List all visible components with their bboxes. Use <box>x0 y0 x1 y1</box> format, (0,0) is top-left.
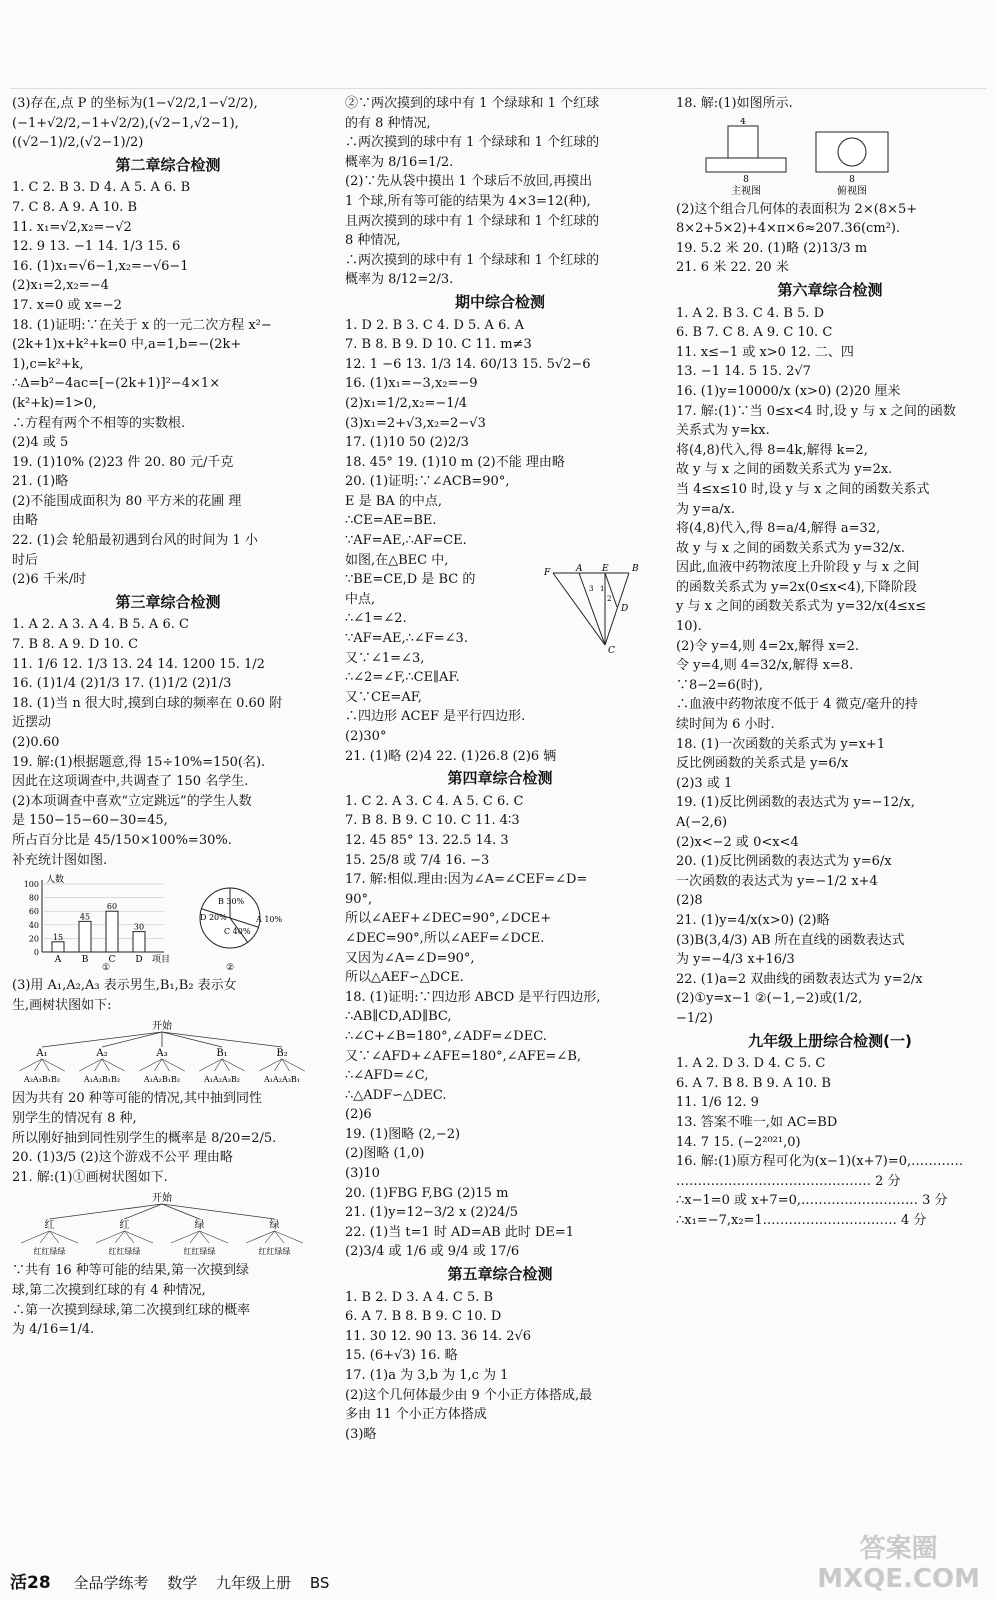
geometry-segment <box>579 573 605 645</box>
answer-line: 多由 11 个小正方体搭成 <box>345 1407 487 1423</box>
answer-line: 8 种情况, <box>345 233 401 249</box>
answer-line: E 是 BA 的中点, <box>345 493 442 509</box>
answer-line: ∴x−1=0 或 x+7=0,……………………… 3 分 <box>676 1193 948 1209</box>
front-view-caption: 主视图 <box>731 185 761 196</box>
answer-line: ∵8−2=6(时), <box>676 677 763 693</box>
tree-branch <box>21 1231 50 1243</box>
answer-line: ∴血液中药物浓度不低于 4 微克/毫升的持 <box>676 697 918 713</box>
answer-line: 11. 1/6 12. 1/3 13. 24 14. 1200 15. 1/2 <box>12 656 265 672</box>
answer-line: ∴四边形 ACEF 是平行四边形. <box>345 709 526 725</box>
tree-node-label: A₁ <box>36 1048 48 1060</box>
answer-line: (2)0.60 <box>12 735 60 750</box>
tree-node-label: 红 <box>44 1220 55 1232</box>
bar-caption: ① <box>102 963 111 973</box>
answer-line: 21. (1)y=4/x(x>0) (2)略 <box>676 912 830 928</box>
answer-line: ∴方程有两个不相等的实数根. <box>12 415 186 431</box>
tree-branch <box>79 1059 102 1071</box>
bar-value-label: 15 <box>52 932 64 942</box>
answer-line: 14. 7 15. (−2²⁰²¹,0) <box>676 1134 801 1150</box>
answer-line: (2)6 千米/时 <box>12 572 87 588</box>
tree-node-label: 绿 <box>194 1220 205 1232</box>
answer-line: 为 y=a/x. <box>676 501 735 517</box>
answer-line: ∴CE=AE=BE. <box>345 513 437 529</box>
x-tick-label: B <box>81 955 89 966</box>
bar-value-label: 45 <box>79 912 91 922</box>
section-heading: 九年级上册综合检测(一) <box>748 1031 912 1050</box>
answer-line: 15. (6+√3) 16. 略 <box>345 1348 458 1364</box>
tree-branch <box>199 1059 222 1071</box>
answer-line: (2)8 <box>676 893 703 909</box>
answer-line: 概率为 8/16=1/2. <box>345 154 454 170</box>
answer-line: 6. A 7. B 8. B 9. C 10. D <box>345 1309 502 1325</box>
answer-line: 11. x₁=√2,x₂=−√2 <box>12 219 132 235</box>
answer-line: 1. A 2. D 3. D 4. C 5. C <box>676 1056 826 1072</box>
answer-line: 21. (1)略 <box>12 474 69 490</box>
x-tick-label: C <box>108 955 116 966</box>
answer-line: 1 个球,所有等可能的结果为 4×3=12(种), <box>345 193 591 209</box>
tree-root-label: 开始 <box>152 1021 172 1033</box>
answer-line: (3)用 A₁,A₂,A₃ 表示男生,B₁,B₂ 表示女 <box>12 978 237 994</box>
answer-line: (−1+√2/2,−1+√2/2),(√2−1,√2−1), <box>12 115 239 131</box>
tree-branch <box>171 1231 200 1243</box>
answer-line: 的函数关系式为 y=2x(0≤x<4),下降阶段 <box>676 579 917 595</box>
x-axis-label: 项目 <box>152 955 171 966</box>
subject: 数学 <box>167 1574 198 1592</box>
answer-line: ∵AF=AE,∴AF=CE. <box>345 533 467 549</box>
tree-leaf-label: A₁A₂A₃B₂ <box>203 1075 241 1085</box>
answer-line: 1),c=k²+k, <box>12 356 84 372</box>
x-tick-label: A <box>54 955 62 966</box>
answer-line: 所以刚好抽到同性别学生的概率是 8/20=2/5. <box>12 1130 277 1146</box>
answer-line: (3)存在,点 P 的坐标为(1−√2/2,1−√2/2), <box>12 96 258 111</box>
answer-line: 续时间为 6 小时. <box>676 717 775 733</box>
answer-line: 中点, <box>345 591 376 607</box>
geometry-angle-label: 1 <box>600 585 605 593</box>
answer-line: 生,画树状图如下: <box>12 997 112 1013</box>
answer-line: 一次函数的表达式为 y=−1/2 x+4 <box>676 873 878 889</box>
answer-line: 21. (1)y=12−3/2 x (2)24/5 <box>345 1205 519 1221</box>
answer-line: 22. (1)会 轮船最初遇到台风的时间为 1 小 <box>12 533 258 549</box>
answer-line: 1. A 2. B 3. C 4. B 5. D <box>676 305 825 321</box>
tree-branch <box>139 1059 162 1071</box>
answer-line: ∴第一次摸到绿球,第二次摸到红球的概率 <box>12 1302 251 1318</box>
answer-line: (3)略 <box>345 1426 377 1442</box>
answer-line: 因此,血液中药物浓度上升阶段 y 与 x 之间 <box>676 560 920 576</box>
answer-line: 由略 <box>12 513 39 529</box>
answer-line: 7. C 8. A 9. A 10. B <box>12 199 138 215</box>
tree-leaf-label: A₂A₃B₁B₂ <box>23 1075 61 1085</box>
answer-line: (2)6 <box>345 1107 372 1123</box>
answer-line: 11. x≤−1 或 x>0 12. 二、四 <box>676 344 854 360</box>
answer-line: 12. 9 13. −1 14. 1/3 15. 6 <box>12 239 181 255</box>
answer-line: (2)4 或 5 <box>12 435 69 451</box>
tree-leaf-label: A₁A₂B₁B₂ <box>143 1075 181 1085</box>
geometry-segment <box>553 573 605 645</box>
answer-line: ……………………………………… 2 分 <box>676 1173 901 1189</box>
answer-line: 13. 答案不唯一,如 AC=BD <box>676 1114 838 1130</box>
answer-line: 因为共有 20 种等可能的情况,其中抽到同性 <box>12 1091 262 1107</box>
top-view-circle <box>838 138 866 166</box>
geometry-angle-label: 2 <box>607 595 612 603</box>
three-views-figure <box>676 118 916 196</box>
tree-branch <box>246 1231 275 1243</box>
pie-caption: ② <box>226 963 235 973</box>
section-heading: 第二章综合检测 <box>115 155 221 174</box>
answer-line: (3)10 <box>345 1166 380 1182</box>
answer-line: y 与 x 之间的函数关系式为 y=32/x(4≤x≤ <box>676 599 927 615</box>
geometry-point-label: C <box>608 646 615 653</box>
answer-line: ∴两次摸到的球中有 1 个绿球和 1 个红球的 <box>345 252 600 268</box>
dimension-label: 8 <box>743 174 749 185</box>
dimension-label: 4 <box>740 117 746 127</box>
tree-node-label: A₃ <box>156 1048 168 1060</box>
answer-line: 如图,在△BEC 中, <box>345 552 449 568</box>
tree-leaf-label: A₁A₂A₃B₁ <box>263 1075 301 1085</box>
tree-leaf-label: A₁A₃B₁B₂ <box>83 1075 121 1085</box>
answer-line: 7. B 8. A 9. D 10. C <box>12 637 139 653</box>
answer-line: ∵BE=CE,D 是 BC 的 <box>345 572 476 588</box>
answer-line: 16. (1)1/4 (2)1/3 17. (1)1/2 (2)1/3 <box>12 676 232 692</box>
geometry-point-label: B <box>632 564 639 574</box>
answer-line: 16. (1)y=10000/x (x>0) (2)20 厘米 <box>676 383 901 399</box>
answer-line: ∴△ADF∽△DEC. <box>345 1087 447 1103</box>
answer-line: 是 150−15−60−30=45, <box>12 813 168 829</box>
tree-node-label: 红 <box>119 1220 130 1232</box>
answer-line: 球,第二次摸到红球的有 4 种情况, <box>12 1282 206 1298</box>
answer-line: 17. (1)a 为 3,b 为 1,c 为 1 <box>345 1368 509 1383</box>
answer-line: 1. A 2. A 3. A 4. B 5. A 6. C <box>12 617 189 633</box>
column-middle <box>345 94 655 1444</box>
tree-branch <box>275 1231 304 1243</box>
tree-branch <box>19 1059 42 1071</box>
bar-and-pie-figure <box>12 874 312 972</box>
section-heading: 第六章综合检测 <box>777 280 883 299</box>
answer-line: ∴AB∥CD,AD∥BC, <box>345 1009 452 1025</box>
geometry-angle-label: 3 <box>589 585 594 593</box>
answer-line: 所占百分比是 45/150×100%=30%. <box>12 832 232 848</box>
bar <box>79 922 91 953</box>
answer-line: 12. 1 −6 13. 1/3 14. 60/13 15. 5√2−6 <box>345 356 591 372</box>
watermark-title: 答案圈 <box>859 1534 938 1564</box>
answer-line: 关系式为 y=kx. <box>676 423 770 439</box>
watermark <box>817 1534 980 1594</box>
tree-branch <box>162 1204 275 1219</box>
answer-line: 18. (1)当 n 很大时,摸到白球的频率在 0.60 附 <box>12 695 283 711</box>
answer-line: 18. (1)一次函数的关系式为 y=x+1 <box>676 736 886 752</box>
answer-line: 又∵∠AFD+∠AFE=180°,∠AFE=∠B, <box>345 1048 582 1064</box>
edition: BS <box>309 1574 330 1592</box>
answer-line: ∴x₁=−7,x₂=1.………………………… 4 分 <box>676 1212 927 1228</box>
answer-line: (3)B(3,4/3) AB 所在直线的函数表达式 <box>676 932 905 948</box>
geometry-point-label: F <box>544 568 551 578</box>
answer-line: (3)x₁=2+√3,x₂=2−√3 <box>345 415 486 431</box>
answer-line: −1/2) <box>676 1010 713 1026</box>
answer-line: 19. (1)10% (2)23 件 20. 80 元/千克 <box>12 454 234 470</box>
answer-line: 又∵CE=AF, <box>345 689 422 705</box>
answer-line: 17. 解:(1)∵当 0≤x<4 时,设 y 与 x 之间的函数 <box>676 403 956 419</box>
pie-slice-label: A 10% <box>256 915 283 925</box>
answer-line: 7. B 8. B 9. C 10. C 11. 4∶3 <box>345 813 520 829</box>
y-tick-label: 0 <box>33 948 39 958</box>
answer-line: 18. 45° 19. (1)10 m (2)不能 理由略 <box>345 454 565 470</box>
answer-line: (2)x₁=1/2,x₂=−1/4 <box>345 395 468 411</box>
tree-branch <box>102 1059 125 1071</box>
answer-line: 1. D 2. B 3. C 4. D 5. A 6. A <box>345 317 524 333</box>
section-heading: 第五章综合检测 <box>447 1265 553 1284</box>
y-tick-label: 20 <box>28 934 39 944</box>
answer-line: 故 y 与 x 之间的函数关系式为 y=32/x. <box>676 540 905 556</box>
top-rule <box>10 88 986 89</box>
section-heading: 第三章综合检测 <box>115 592 221 611</box>
answer-line: ∴∠2=∠F,∴CE∥AF. <box>345 670 460 686</box>
answer-line: 7. B 8. B 9. D 10. C 11. m≠3 <box>345 337 532 353</box>
answer-line: (2)本项调查中喜欢“立定跳远”的学生人数 <box>12 793 252 809</box>
answer-line: (2)这个组合几何体的表面积为 2×(8×5+ <box>676 201 918 217</box>
top-view-caption: 俯视图 <box>837 185 867 196</box>
answer-line: 补充统计图如图. <box>12 852 108 868</box>
answer-line: 19. 5.2 米 20. (1)略 (2)13/3 m <box>676 240 868 256</box>
answer-line: ((√2−1)/2,(√2−1)/2) <box>12 135 144 151</box>
brand-name: 全品学练考 <box>73 1574 149 1592</box>
y-tick-label: 60 <box>28 907 39 917</box>
parallelogram-figure <box>543 561 643 653</box>
answer-line: 90°, <box>345 891 373 907</box>
answer-line: 故 y 与 x 之间的函数关系式为 y=2x. <box>676 462 893 478</box>
answer-line: (k²+k)=1>0, <box>12 395 97 411</box>
answer-line: (2k+1)x+k²+k=0 中,a=1,b=−(2k+ <box>12 337 242 353</box>
answer-line: (2)图略 (1,0) <box>345 1146 425 1162</box>
tree-leaf-label: 红红绿绿 <box>258 1247 291 1257</box>
bar <box>133 932 145 952</box>
answer-line: ②∵两次摸到的球中有 1 个绿球和 1 个红球 <box>345 96 600 111</box>
y-tick-label: 40 <box>28 920 39 930</box>
page-number: 活28 <box>10 1573 51 1593</box>
answer-line: 又∵∠1=∠3, <box>345 650 425 666</box>
tree-branch <box>162 1059 185 1071</box>
tree-leaf-label: 红红绿绿 <box>33 1247 66 1257</box>
tree-leaf-label: 红红绿绿 <box>183 1247 216 1257</box>
answer-line: 6. B 7. C 8. A 9. C 10. C <box>676 325 833 341</box>
section-heading: 期中综合检测 <box>454 292 545 311</box>
answer-line: (2)3/4 或 1/6 或 9/4 或 17/6 <box>345 1244 520 1260</box>
answer-line: 22. (1)a=2 双曲线的函数表达式为 y=2/x <box>676 971 923 987</box>
dimension-label: 8 <box>849 174 855 185</box>
tree-diagram-1 <box>12 1019 312 1085</box>
y-tick-label: 100 <box>23 880 39 890</box>
answer-line: ∴Δ=b²−4ac=[−(2k+1)]²−4×1× <box>12 376 221 392</box>
answer-line: (2)3 或 1 <box>676 775 733 791</box>
answer-line: 将(4,8)代入,得 8=a/4,解得 a=32, <box>676 521 881 537</box>
answer-line: 1. C 2. A 3. C 4. A 5. C 6. C <box>345 793 524 809</box>
answer-line: ∴∠AFD=∠C, <box>345 1068 429 1084</box>
answer-line: 为 4/16=1/4. <box>12 1322 95 1338</box>
page-footer <box>10 1568 343 1593</box>
answer-line: 16. (1)x₁=√6−1,x₂=−√6−1 <box>12 258 189 274</box>
answer-line: 将(4,8)代入,得 8=4k,解得 k=2, <box>676 442 868 458</box>
answer-line: 19. 解:(1)根据题意,得 15÷10%=150(名). <box>12 754 266 770</box>
geometry-point-label: A <box>576 564 583 574</box>
tree-branch <box>125 1231 154 1243</box>
answer-line: 且两次摸到的球中有 1 个绿球和 1 个红球的 <box>345 213 600 229</box>
answer-line: 因此在这项调查中,共调查了 150 名学生. <box>12 774 249 790</box>
answer-line: 20. (1)证明:∵∠ACB=90°, <box>345 474 510 490</box>
answer-line: 20. (1)FBG F,BG (2)15 m <box>345 1185 509 1201</box>
tree-node-label: A₂ <box>96 1048 108 1060</box>
pie-slice-label: B 30% <box>218 897 245 907</box>
answer-line: 11. 30 12. 90 13. 36 14. 2√6 <box>345 1328 532 1344</box>
tree-node-label: 绿 <box>269 1220 280 1232</box>
geometry-point-label: E <box>602 564 609 574</box>
answer-line: 20. (1)3/5 (2)这个游戏不公平 理由略 <box>12 1150 233 1166</box>
bar-value-label: 60 <box>106 902 118 912</box>
tree-diagram-2 <box>12 1191 312 1257</box>
answer-line: 16. (1)x₁=−3,x₂=−9 <box>345 376 478 392</box>
answer-line: 18. 解:(1)如图所示. <box>676 96 793 111</box>
bar <box>52 942 64 952</box>
answer-line: 1. C 2. B 3. D 4. A 5. A 6. B <box>12 180 191 196</box>
answer-line: 又因为∠A=∠D=90°, <box>345 950 475 966</box>
tree-root-label: 开始 <box>152 1193 172 1205</box>
answer-line: 近摆动 <box>12 715 52 731</box>
answer-line: 18. (1)证明:∵四边形 ABCD 是平行四边形, <box>345 989 601 1005</box>
answer-line: (2)令 y=4,则 4=2x,解得 x=2. <box>676 638 859 654</box>
answer-line: 12. 45 85° 13. 22.5 14. 3 <box>345 832 509 848</box>
tree-branch <box>42 1059 65 1071</box>
answer-line: 8×2+5×2)+4×π×6≈207.36(cm²). <box>676 221 901 237</box>
answer-line: 21. 解:(1)①画树状图如下. <box>12 1169 168 1185</box>
answer-line: 16. 解:(1)原方程可化为(x−1)(x+7)=0,………… <box>676 1154 964 1170</box>
y-tick-label: 80 <box>28 893 39 903</box>
answer-line: 别学生的情况有 8 种, <box>12 1110 137 1126</box>
y-axis-label: 人数 <box>46 875 65 886</box>
answer-line: 1. B 2. D 3. A 4. C 5. B <box>345 1289 494 1305</box>
answer-line: ∴∠1=∠2. <box>345 611 407 627</box>
answer-line: 22. (1)当 t=1 时 AD=AB 此时 DE=1 <box>345 1224 574 1240</box>
column-left <box>12 94 324 1340</box>
pie-slice-label: D 20% <box>200 913 227 923</box>
answer-line: 所以△AEF∽△DCE. <box>345 970 464 986</box>
answer-line: A(−2,6) <box>676 815 728 830</box>
tree-leaf-label: 红红绿绿 <box>108 1247 141 1257</box>
answer-line: 17. 解:相似.理由:因为∠A=∠CEF=∠D= <box>345 872 588 888</box>
front-view-base <box>706 158 786 172</box>
answer-line: 17. x=0 或 x=−2 <box>12 297 122 313</box>
answer-line: (2)∵先从袋中摸出 1 个球后不放回,再摸出 <box>345 174 593 190</box>
answer-line: (2)不能围成面积为 80 平方米的花圃 理 <box>12 493 242 509</box>
tree-branch <box>162 1032 282 1047</box>
column-right <box>676 94 984 1230</box>
tree-branch <box>102 1032 162 1047</box>
x-tick-label: D <box>135 955 143 966</box>
section-heading: 第四章综合检测 <box>447 769 553 788</box>
answer-line: ∵共有 16 种等可能的结果,第一次摸到绿 <box>12 1263 249 1279</box>
tree-node-label: B₂ <box>276 1048 288 1060</box>
answer-line: 18. (1)证明:∵在关于 x 的一元二次方程 x²− <box>12 317 272 333</box>
pie-slice-label: C 40% <box>224 927 251 937</box>
answer-line: 的有 8 种情况, <box>345 115 431 131</box>
answer-line: (2)x₁=2,x₂=−4 <box>12 278 109 294</box>
tree-branch <box>162 1032 222 1047</box>
answer-line: 17. (1)10 50 (2)2/3 <box>345 435 469 451</box>
answer-line: 令 y=4,则 4=32/x,解得 x=8. <box>676 658 854 674</box>
bar-value-label: 30 <box>133 922 145 932</box>
tree-branch <box>42 1032 162 1047</box>
answer-line: 反比例函数的关系式是 y=6/x <box>676 756 849 772</box>
answer-line: 11. 1/6 12. 9 <box>676 1095 759 1111</box>
answer-line: 19. (1)反比例函数的表达式为 y=−12/x, <box>676 795 915 811</box>
answer-line: ∠DEC=90°,所以∠AEF=∠DCE. <box>345 930 545 946</box>
answer-line: 20. (1)反比例函数的表达式为 y=6/x <box>676 854 892 870</box>
answer-line: (2)这个几何体最少由 9 个小正方体搭成,最 <box>345 1387 593 1403</box>
answer-line: 21. (1)略 (2)4 22. (1)26.8 (2)6 辆 <box>345 748 557 764</box>
answer-line: 21. 6 米 22. 20 米 <box>676 260 789 276</box>
answer-line: 所以∠AEF+∠DEC=90°,∠DCE+ <box>345 911 552 927</box>
answer-line: (2)①y=x−1 ②(−1,−2)或(1/2, <box>676 991 863 1007</box>
tree-branch <box>282 1059 305 1071</box>
answer-line: 为 y=−4/3 x+16/3 <box>676 952 795 968</box>
answer-line: 时后 <box>12 552 39 568</box>
tree-branch <box>200 1231 229 1243</box>
tree-branch <box>50 1231 79 1243</box>
tree-branch <box>222 1059 245 1071</box>
answer-line: ∵AF=AE,∴∠F=∠3. <box>345 631 468 647</box>
tree-node-label: B₁ <box>216 1048 228 1060</box>
answer-line: (2)x<−2 或 0<x<4 <box>676 834 799 850</box>
front-view-cylinder <box>728 126 758 158</box>
tree-branch <box>259 1059 282 1071</box>
answer-line: (2)30° <box>345 729 387 744</box>
tree-branch <box>96 1231 125 1243</box>
answer-line: 6. A 7. B 8. B 9. A 10. B <box>676 1075 831 1091</box>
answer-line: 10). <box>676 619 702 635</box>
answer-line: 13. −1 14. 5 15. 2√7 <box>676 364 811 380</box>
bar <box>106 911 118 952</box>
answer-line: 当 4≤x≤10 时,设 y 与 x 之间的函数关系式 <box>676 481 930 497</box>
answer-line: 19. (1)图略 (2,−2) <box>345 1126 461 1142</box>
watermark-url: MXQE.COM <box>817 1564 980 1594</box>
answer-line: 概率为 8/12=2/3. <box>345 272 454 288</box>
geometry-point-label: D <box>621 604 629 614</box>
answer-line: ∴两次摸到的球中有 1 个绿球和 1 个红球的 <box>345 135 600 151</box>
answer-line: 15. 25/8 或 7/4 16. −3 <box>345 852 490 868</box>
tree-branch <box>50 1204 163 1219</box>
grade: 九年级上册 <box>216 1574 292 1592</box>
answer-line: ∴∠C+∠B=180°,∠ADF=∠DEC. <box>345 1028 547 1044</box>
